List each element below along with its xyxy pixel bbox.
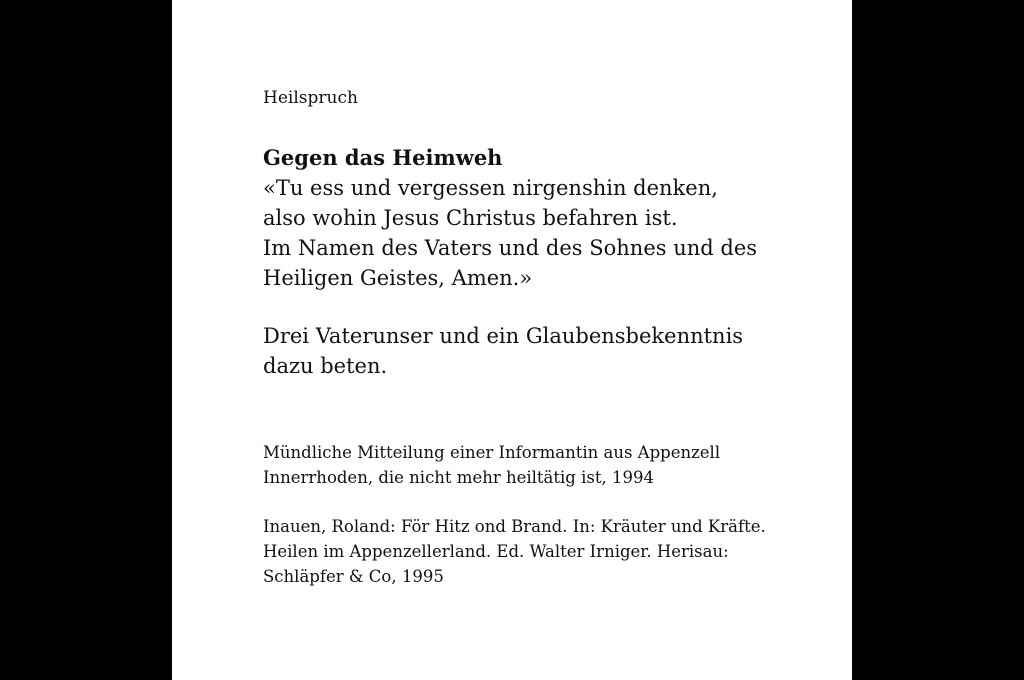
reference-line: Inauen, Roland: För Hitz ond Brand. In: Kräuter und Kräfte. [263, 517, 766, 536]
poem-line: Heiligen Geistes, Amen.» [263, 266, 533, 290]
source-note [263, 440, 833, 490]
reference-line: Schläpfer & Co, 1995 [263, 567, 444, 586]
reference-line: Heilen im Appenzellerland. Ed. Walter Irniger. Herisau: [263, 542, 729, 561]
poem-title: Gegen das Heimweh [263, 145, 503, 170]
source-line: Innerrhoden, die nicht mehr heiltätig ist, 1994 [263, 468, 654, 487]
poem-line: Im Namen des Vaters und des Sohnes und des [263, 236, 758, 260]
poem-block [263, 143, 823, 293]
instruction-block [263, 321, 823, 381]
instruction-line: dazu beten. [263, 354, 388, 378]
section-label: Heilspruch [263, 88, 358, 108]
source-line: Mündliche Mitteilung einer Informantin aus Appenzell [263, 443, 721, 462]
document-page [172, 0, 852, 680]
instruction-line: Drei Vaterunser und ein Glaubensbekenntnis [263, 324, 744, 348]
bibliographic-reference [263, 514, 833, 589]
poem-line: «Tu ess und vergessen nirgenshin denken, [263, 176, 718, 200]
poem-line: also wohin Jesus Christus befahren ist. [263, 206, 678, 230]
